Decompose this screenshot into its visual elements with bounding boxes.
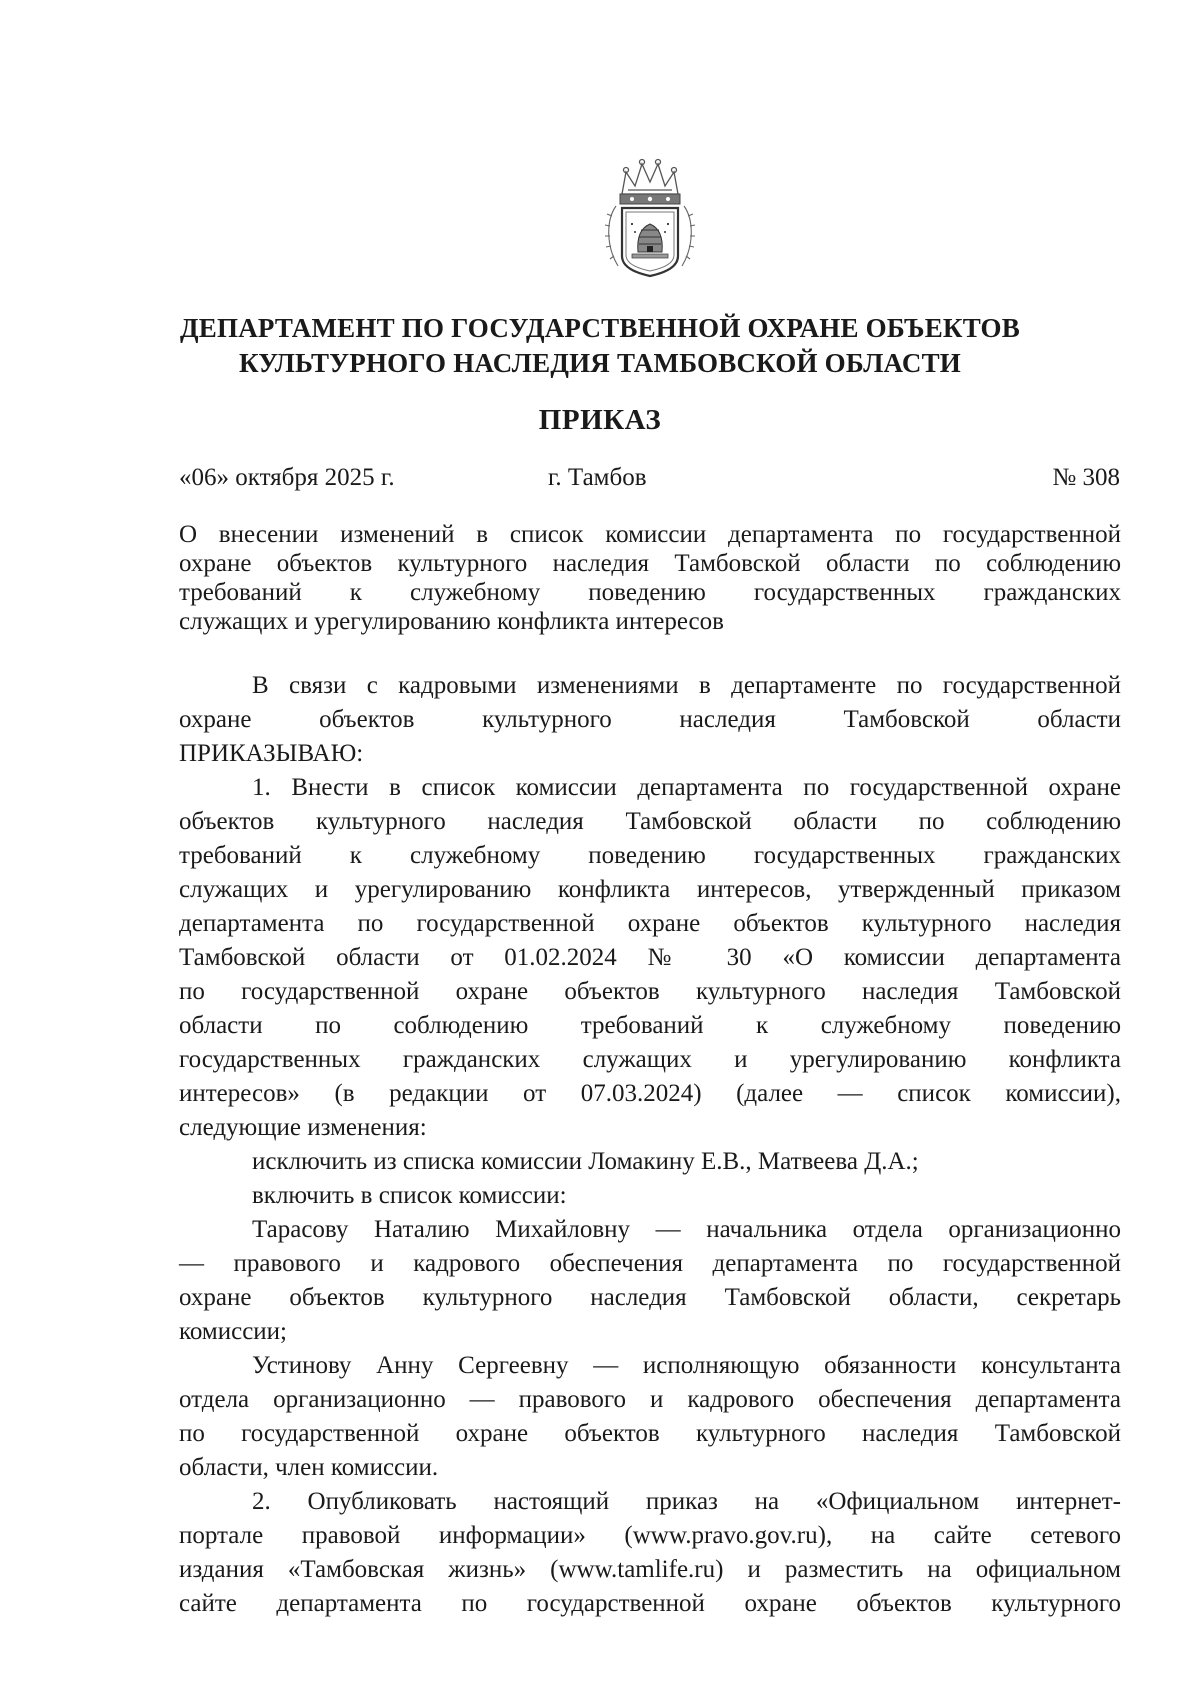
body-line: служащих и урегулированию конфликта интересов, утвержденный приказом [179, 876, 1121, 903]
body-line: портале правовой информации» (www.pravo.gov.ru), на сайте сетевого [179, 1522, 1121, 1549]
body-line: охране объектов культурного наследия Тамбовской области, секретарь [179, 1284, 1121, 1311]
body-line: объектов культурного наследия Тамбовской области по соблюдению [179, 808, 1121, 835]
order-number: № 308 [1052, 464, 1120, 491]
body-line: В связи с кадровыми изменениями в департаменте по государственной [252, 672, 1121, 699]
body-line: Тамбовской области от 01.02.2024 № 30 «О комиссии департамента [179, 944, 1121, 971]
body-line: 2. Опубликовать настоящий приказ на «Официальном интернет- [252, 1488, 1121, 1515]
body-line: комиссии; [179, 1318, 287, 1345]
body-line: 1. Внести в список комиссии департамента по государственной охране [252, 774, 1121, 801]
tambov-coat-of-arms-icon [602, 158, 698, 280]
organization-name-line-2: КУЛЬТУРНОГО НАСЛЕДИЯ ТАМБОВСКОЙ ОБЛАСТИ [239, 348, 961, 378]
body-line: исключить из списка комиссии Ломакину Е.В., Матвеева Д.А.; [252, 1148, 919, 1175]
organization-name-line-1: ДЕПАРТАМЕНТ ПО ГОСУДАРСТВЕННОЙ ОХРАНЕ ОБЪЕКТОВ [180, 313, 1020, 343]
body-line: — правового и кадрового обеспечения департамента по государственной [179, 1250, 1121, 1277]
order-date: «06» октября 2025 г. [179, 464, 395, 491]
body-line: включить в список комиссии: [252, 1182, 567, 1209]
body-line: требований к служебному поведению государственных гражданских [179, 842, 1121, 869]
body-line: государственных гражданских служащих и урегулированию конфликта [179, 1046, 1121, 1073]
body-line: области, член комиссии. [179, 1454, 439, 1481]
order-title-line: охране объектов культурного наследия Тамбовской области по соблюдению [179, 550, 1121, 577]
body-line: следующие изменения: [179, 1114, 427, 1141]
body-line: по государственной охране объектов культурного наследия Тамбовской [179, 1420, 1121, 1447]
body-line: охране объектов культурного наследия Тамбовской области [179, 706, 1121, 733]
body-line: издания «Тамбовская жизнь» (www.tamlife.ru) и разместить на официальном [179, 1556, 1121, 1583]
body-line: ПРИКАЗЫВАЮ: [179, 740, 364, 767]
body-line: интересов» (в редакции от 07.03.2024) (далее — список комиссии), [179, 1080, 1121, 1107]
body-line: Тарасову Наталию Михайловну — начальника отдела организационно [252, 1216, 1121, 1243]
order-title-line: служащих и урегулированию конфликта интересов [179, 608, 724, 635]
document-type: ПРИКАЗ [538, 404, 662, 436]
body-line: отдела организационно — правового и кадрового обеспечения департамента [179, 1386, 1121, 1413]
body-line: сайте департамента по государственной охране объектов культурного [179, 1590, 1121, 1617]
body-line: департамента по государственной охране объектов культурного наследия [179, 910, 1121, 937]
order-city: г. Тамбов [548, 464, 647, 491]
body-line: по государственной охране объектов культурного наследия Тамбовской [179, 978, 1121, 1005]
body-line: области по соблюдению требований к служебному поведению [179, 1012, 1121, 1039]
body-line: Устинову Анну Сергеевну — исполняющую обязанности консультанта [252, 1352, 1121, 1379]
order-title-line: требований к служебному поведению государственных гражданских [179, 579, 1121, 606]
order-title-line: О внесении изменений в список комиссии департамента по государственной [179, 521, 1121, 548]
